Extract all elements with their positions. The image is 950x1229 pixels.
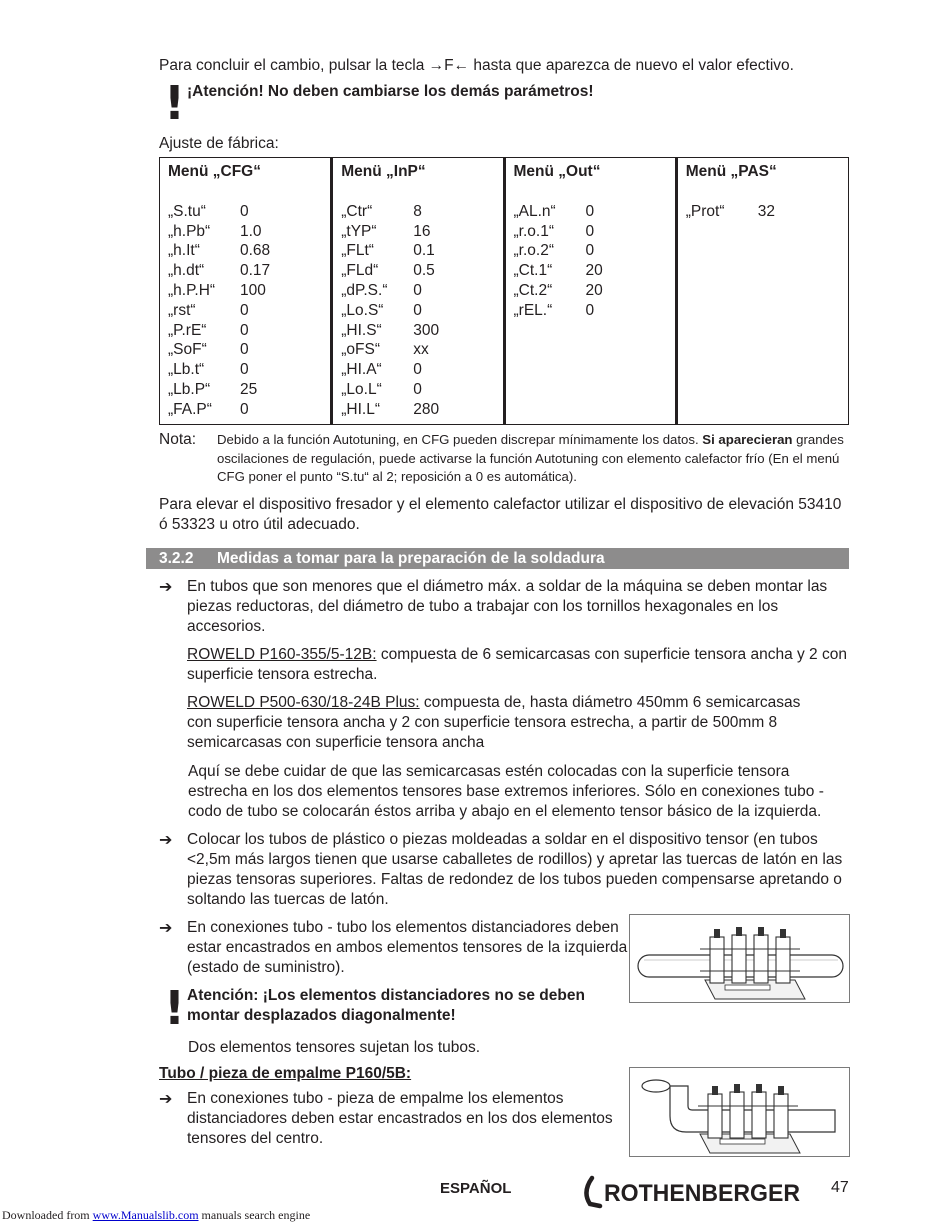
param-value: 0 <box>413 361 422 379</box>
param-row <box>168 222 322 242</box>
param-key: „Ct.1“ <box>513 262 553 280</box>
param-row <box>168 321 322 341</box>
bullet-arrow-icon: ➔ <box>159 1089 173 1108</box>
intro-text-after: hasta que aparezca de nuevo el valor efectivo. <box>469 57 794 74</box>
param-value: 0 <box>240 301 249 319</box>
param-row <box>341 380 494 400</box>
download-suffix: manuals search engine <box>198 1208 311 1222</box>
roweld-p500-text: compuesta de, hasta diámetro 450mm 6 semicarcasas con superficie tensora ancha y 2 con superficie tensora estrecha, a partir de 500mm 8 semicarcasas con superficie tensora ancha <box>187 694 801 751</box>
param-value: 0 <box>413 380 422 398</box>
param-row <box>514 281 667 301</box>
param-row <box>514 301 667 321</box>
bullet-arrow-icon: ➔ <box>159 577 173 596</box>
note-text-part: Debido a la función Autotuning, en CFG pueden discrepar mínimamente los datos. <box>217 432 699 447</box>
param-value: 0 <box>240 361 249 379</box>
warning-exclamation-icon: ! <box>164 981 185 1035</box>
download-prefix: Downloaded from <box>2 1208 93 1222</box>
param-value: 0.1 <box>413 242 435 260</box>
param-key: „h.dt“ <box>168 262 205 280</box>
param-row <box>514 241 667 261</box>
param-key: „rst“ <box>168 301 196 319</box>
roweld-p500-model: ROWELD P500-630/18-24B Plus: <box>187 694 420 711</box>
param-key: „r.o.2“ <box>513 242 554 260</box>
menu-pas-title: Menü „PAS“ <box>685 163 777 180</box>
param-key: „Lo.S“ <box>341 301 384 319</box>
param-value: 0 <box>413 301 422 319</box>
menu-cfg-column <box>160 158 332 425</box>
warning-spacers: Atención: ¡Los elementos distanciadores no se deben montar desplazados diagonalmente! <box>187 987 585 1024</box>
param-value: 32 <box>757 202 775 220</box>
param-row <box>514 222 667 242</box>
param-row <box>341 281 494 301</box>
bullet-arrow-icon: ➔ <box>159 918 173 937</box>
param-value: 300 <box>413 321 440 339</box>
param-row <box>341 261 494 281</box>
lifting-device-paragraph: Para elevar el dispositivo fresador y el elemento calefactor utilizar el dispositivo de elevación 53410 ó 53323 u otro útil adecuado. <box>159 496 842 533</box>
bullet-spacers-pipe-fitting: En conexiones tubo - pieza de empalme los elementos distanciadores deben estar encastrados en los dos elementos tensores del centro. <box>187 1090 613 1147</box>
roweld-p160-model: ROWELD P160-355/5-12B: <box>187 646 377 663</box>
warning-parameters: ¡Atención! No deben cambiarse los demás parámetros! <box>187 83 594 100</box>
param-value: 0.68 <box>240 242 271 260</box>
param-value: 16 <box>413 222 431 240</box>
note-text <box>217 431 857 487</box>
bullet-clamping-pipes: Colocar los tubos de plástico o piezas moldeadas a soldar en el dispositivo tensor (en tubos <2,5m más largos tienen que usarse caballetes de rodillos) y apretar las tuercas de latón en las piezas tensoras superiores. Faltas de redondez de los tubos pueden compensarse apretando o soltando las tuercas de latón. <box>187 831 843 908</box>
footer-language: ESPAÑOL <box>440 1180 512 1197</box>
param-row <box>168 281 322 301</box>
param-key: „P.rE“ <box>168 321 207 339</box>
roweld-p160-paragraph <box>187 645 855 685</box>
download-notice <box>2 1208 310 1223</box>
param-key: „S.tu“ <box>168 202 206 220</box>
param-value: 0 <box>240 202 249 220</box>
note-label: Nota: <box>159 431 197 448</box>
param-value: 1.0 <box>240 222 262 240</box>
pipe-pipe-clamp-illustration <box>629 914 850 1003</box>
section-title: Medidas a tomar para la preparación de la soldadura <box>217 550 605 567</box>
param-row <box>341 360 494 380</box>
param-row <box>168 400 322 420</box>
param-row <box>686 202 840 222</box>
param-key: „r.o.1“ <box>513 222 554 240</box>
section-number: 3.2.2 <box>159 550 194 567</box>
note-text-rest: grandes oscilaciones de regulación, puede activarse la función Autotuning con elemento calefactor frío (En el menú CFG poner el punto “S.tu“ al 2; reposición a 0 es automática). <box>217 432 844 484</box>
param-value: 0.17 <box>240 262 271 280</box>
param-key: „HI.L“ <box>341 400 380 418</box>
param-value: xx <box>413 341 429 359</box>
param-key: „FLt“ <box>341 242 374 260</box>
pipe-fitting-clamp-illustration <box>629 1067 850 1157</box>
warning-exclamation-icon: ! <box>164 76 185 130</box>
bullet-arrow-icon: ➔ <box>159 830 173 849</box>
page-number: 47 <box>831 1179 849 1196</box>
param-value: 0 <box>585 242 595 260</box>
param-value: 0 <box>585 202 595 220</box>
subheading-p160-fitting: Tubo / pieza de empalme P160/5B: <box>159 1065 412 1082</box>
param-row <box>514 261 667 281</box>
function-key-label: →F← <box>428 57 470 74</box>
param-row <box>168 340 322 360</box>
manualslib-link[interactable]: www.Manualslib.com <box>92 1208 199 1222</box>
param-row <box>341 301 494 321</box>
param-row <box>341 222 494 242</box>
bullet-spacers-pipe-pipe: En conexiones tubo - tubo los elementos distanciadores deben estar encastrados en ambos elementos tensores de la izquierda (estado de suministro). <box>187 919 628 976</box>
clamping-surface-note: Aquí se debe cuidar de que las semicarcasas estén colocadas con la superficie tensora estrecha en los dos elementos tensores base extremos inferiores. Sólo en conexiones tubo - codo de tubo se colocarán éstos arriba y abajo en el elemento tensor básico de la izquierda. <box>188 763 824 820</box>
roweld-p500-paragraph <box>187 693 812 753</box>
param-row <box>514 202 667 222</box>
factory-settings-table <box>159 157 849 425</box>
param-key: „oFS“ <box>341 341 380 359</box>
param-key: „Ctr“ <box>341 202 373 220</box>
param-row <box>168 360 322 380</box>
param-value: 25 <box>240 380 258 398</box>
param-value: 0 <box>585 301 595 319</box>
param-key: „Lo.L“ <box>341 380 382 398</box>
roweld-p160-text: compuesta de 6 semicarcasas con superficie tensora ancha y 2 con superficie tensora estrecha. <box>187 646 847 683</box>
menu-pas-column <box>676 158 848 425</box>
param-row <box>168 261 322 281</box>
param-row <box>168 380 322 400</box>
menu-cfg-title: Menü „CFG“ <box>168 163 261 180</box>
param-value: 0 <box>240 321 249 339</box>
param-key: „Ct.2“ <box>513 281 553 299</box>
param-value: 280 <box>413 400 440 418</box>
menu-inp-title: Menü „InP“ <box>341 163 426 180</box>
menu-out-title: Menü „Out“ <box>513 163 601 180</box>
param-key: „tYP“ <box>341 222 377 240</box>
param-value: 0 <box>585 222 595 240</box>
param-value: 100 <box>240 281 266 299</box>
param-key: „h.Pb“ <box>168 222 211 240</box>
param-row <box>341 321 494 341</box>
menu-out-column <box>504 158 676 425</box>
param-value: 20 <box>585 262 603 280</box>
section-heading-bar <box>146 548 849 569</box>
param-key: „FA.P“ <box>168 400 212 418</box>
param-value: 0 <box>240 400 249 418</box>
intro-text-before: Para concluir el cambio, pulsar la tecla <box>159 57 429 74</box>
param-key: „Lb.t“ <box>168 361 205 379</box>
param-key: „SoF“ <box>168 341 207 359</box>
param-value: 20 <box>585 281 603 299</box>
param-row <box>168 241 322 261</box>
menu-inp-column <box>332 158 504 425</box>
param-row <box>341 202 494 222</box>
param-value: 8 <box>413 202 422 220</box>
param-key: „rEL.“ <box>513 301 553 319</box>
param-key: „HI.A“ <box>341 361 382 379</box>
param-value: 0 <box>413 281 422 299</box>
param-row <box>168 301 322 321</box>
param-value: 0.5 <box>413 262 435 280</box>
param-row <box>341 340 494 360</box>
logo-brand-text: ROTHENBERGER <box>604 1180 800 1207</box>
param-row <box>168 202 322 222</box>
param-key: „FLd“ <box>341 262 379 280</box>
param-key: „Prot“ <box>685 202 725 220</box>
param-key: „AL.n“ <box>513 202 556 220</box>
bullet-reducers: En tubos que son menores que el diámetro máx. a soldar de la máquina se deben montar las piezas reductoras, del diámetro de tubo a trabajar con los tornillos hexagonales en los accesorios. <box>187 578 828 635</box>
factory-settings-label: Ajuste de fábrica: <box>159 135 279 152</box>
note-text-bold: Si aparecieran <box>698 432 793 447</box>
rothenberger-logo <box>580 1174 805 1215</box>
two-clamps-note: Dos elementos tensores sujetan los tubos. <box>188 1039 481 1056</box>
param-key: „dP.S.“ <box>341 281 388 299</box>
param-key: „h.P.H“ <box>168 281 216 299</box>
param-key: „Lb.P“ <box>168 380 211 398</box>
param-row <box>341 400 494 420</box>
param-key: „HI.S“ <box>341 321 382 339</box>
param-key: „h.It“ <box>168 242 200 260</box>
param-value: 0 <box>240 341 249 359</box>
param-row <box>341 241 494 261</box>
intro-line <box>159 56 859 76</box>
